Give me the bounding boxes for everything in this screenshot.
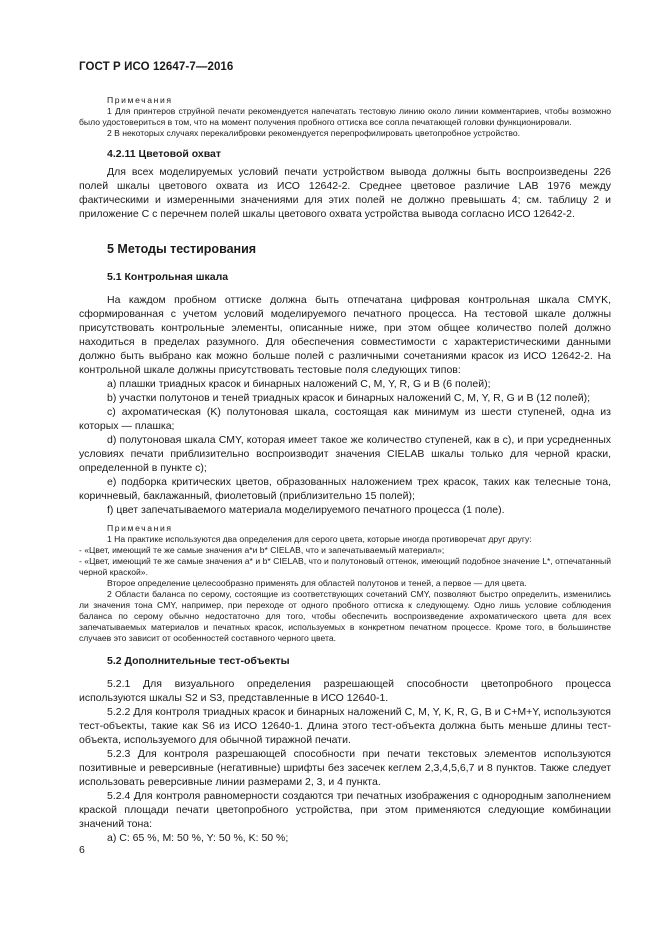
- list-item-d: d) полутоновая шкала CMY, которая имеет такое же количество ступеней, как в c), и при усредненных условиях печати приблизительно воспроизводит значения CIELAB шкалы только для черной краски, определенной в пункте c);: [79, 434, 611, 474]
- list-item-b: b) участки полутонов и теней триадных красок и бинарных наложений C, M, Y, R, G и B (12 полей);: [107, 392, 590, 404]
- note-2-definition-2: - «Цвет, имеющий те же самые значения a* и b* CIELAB, что и полутоновый оттенок, имеющий подобное значение L*, отпечатанный черной краской».: [79, 556, 611, 577]
- note-2-1: 1 На практике используются два определения для серого цвета, которые иногда противоречат друг другу:: [107, 534, 532, 544]
- section-5-1-paragraph: На каждом пробном оттиске должна быть отпечатана цифровая контрольная шкала CMYK, сформированная с учетом условий моделируемого печатного процесса. На тестовой шкале должны присутствовать контрольные элементы, описанные ниже, при этом общее количество полей должно находиться в пределах разумного. Для обеспечения совместимости с характеристическими данными должно быть выбрано как можно больше полей с различными сочетаниями красок из ИСО 12642-2. На контрольной шкале должны присутствовать тестовые поля следующих типов:: [79, 294, 611, 376]
- section-5-2-2: 5.2.2 Для контроля триадных красок и бинарных наложений C, M, Y, K, R, G, B и C+M+Y, используются тест-объекты, такие как S6 из ИСО 12640-1. Длина этого тест-объекта должна быть меньше длины тест-объекта, используемого для обычной тиражной печати.: [79, 706, 611, 746]
- section-4-2-11-paragraph: Для всех моделируемых условий печати устройством вывода должны быть воспроизведены 226 полей шкалы цветового охвата из ИСО 12642-2. Среднее цветовое различие LAB 1976 между фактическими и измеренными значениями для этих полей не должно превышать 4; см. таблицу 2 и приложение С с перечнем полей шкалы цветового охвата устройства вывода согласно ИСО 12642-2.: [79, 166, 611, 220]
- page-number: 6: [79, 844, 85, 856]
- note-2-definition-1: - «Цвет, имеющий те же самые значения a*и b* CIELAB, что и запечатываемый материал»;: [79, 545, 445, 555]
- section-5-2-4: 5.2.4 Для контроля равномерности создаются три печатных изображения с однородным заполнением краской площади печати цветопробного устройства, при этом применяются следующие комбинации значений тона:: [79, 790, 611, 830]
- section-5-2-heading: 5.2 Дополнительные тест-объекты: [107, 655, 290, 667]
- notes-title: Примечания: [107, 95, 173, 105]
- list-item-c: c) ахроматическая (K) полутоновая шкала, состоящая как минимум из шести ступеней, одна из которых — плашка;: [79, 406, 611, 432]
- list-item-e: e) подборка критических цветов, образованных наложением трех красок, таких как телесные тона, коричневый, баклажанный, фиолетовый (приблизительно 15 полей);: [79, 476, 611, 502]
- note-2-2: 2 Области баланса по серому, состоящие из соответствующих сочетаний CMY, позволяют быстро определить, изменились ли значения тона CMY, например, при переходе от одного пробного оттиска к следующему. Одно лишь условие соблюдения баланса по серому обычно недостаточно для того, чтобы обеспечить воспроизведение ахроматического цвета для всех запечатываемых материалов и печатных красок, используемых в конкретном печатном процессе. Кроме того, в большинстве случаев это зависит от особенностей составного черного цвета.: [79, 589, 611, 643]
- document-body: [79, 90, 611, 845]
- note-1: 1 Для принтеров струйной печати рекомендуется напечатать тестовую линию около линии комментариев, чтобы возможно было удостовериться в том, что на момент получения пробного оттиска все сопла печатающей головки функционировали.: [79, 106, 611, 127]
- section-5-2-3: 5.2.3 Для контроля разрешающей способности при печати текстовых элементов используются позитивные и реверсивные (негативные) шрифты без засечек кеглем 2,3,4,5,6,7 и 8 пунктов. Также следует использовать реверсивные линии размерами 2, 3, и 4 пункта.: [79, 748, 611, 788]
- document-header: ГОСТ Р ИСО 12647-7—2016: [79, 61, 234, 73]
- list-item-a: a) плашки триадных красок и бинарных наложений C, M, Y, R, G и B (6 полей);: [107, 378, 491, 390]
- section-5-2-4-item-a: a) C: 65 %, M: 50 %, Y: 50 %, K: 50 %;: [107, 832, 289, 844]
- section-5-heading: 5 Методы тестирования: [107, 242, 257, 256]
- note-2-1-continuation: Второе определение целесообразно применять для областей полутонов и теней, а первое — для цвета.: [107, 578, 527, 588]
- section-5-1-heading: 5.1 Контрольная шкала: [107, 271, 229, 283]
- section-4-2-11-heading: 4.2.11 Цветовой охват: [107, 148, 222, 160]
- list-item-f: f) цвет запечатываемого материала моделируемого печатного процесса (1 поле).: [107, 504, 505, 516]
- note-2: 2 В некоторых случаях перекалибровки рекомендуется перепрофилировать цветопробное устройство.: [107, 128, 521, 138]
- section-5-2-1: 5.2.1 Для визуального определения разрешающей способности цветопробного процесса используются шкалы S2 и S3, представленные в ИСО 12640-1.: [79, 678, 611, 704]
- notes-title-2: Примечания: [107, 523, 173, 533]
